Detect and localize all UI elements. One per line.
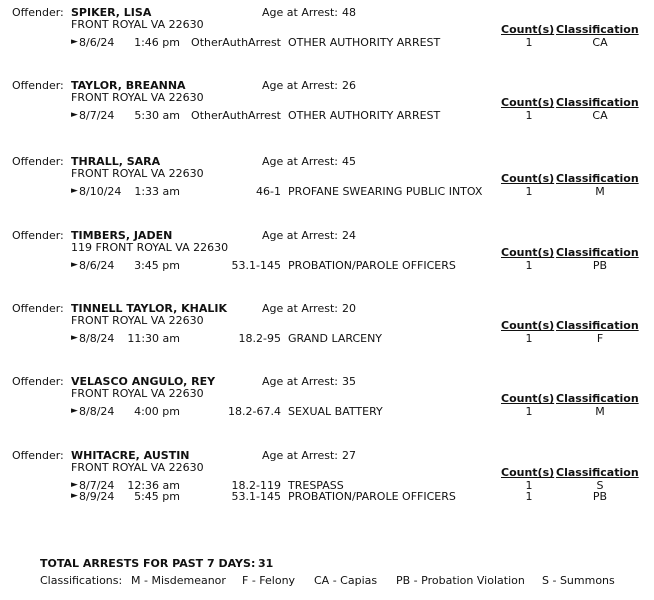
charge-classification: M <box>595 405 605 418</box>
charge-classification: CA <box>592 109 608 122</box>
charge-classification: PB <box>592 259 608 272</box>
counts-header: Count(s) <box>501 172 555 185</box>
offender-name: SPIKER, LISA <box>71 6 152 19</box>
offender-label: Offender: <box>12 375 64 388</box>
offender-address: FRONT ROYAL VA 22630 <box>71 91 204 104</box>
charge-classification: F <box>596 332 604 345</box>
charge-time: 5:45 pm <box>134 490 180 503</box>
charge-date: 8/8/24 <box>79 332 115 345</box>
age-label: Age at Arrest: <box>262 375 338 388</box>
charge-count: 1 <box>525 109 533 122</box>
offender-name: THRALL, SARA <box>71 155 161 168</box>
offender-name: TAYLOR, BREANNA <box>71 79 186 92</box>
legend-capias: CA - Capias <box>314 574 378 587</box>
charge-bullet-icon: ► <box>71 480 78 490</box>
age-label: Age at Arrest: <box>262 302 338 315</box>
offender-label: Offender: <box>12 79 64 92</box>
age-label: Age at Arrest: <box>262 79 338 92</box>
charge-code: 53.1-145 <box>231 490 281 503</box>
legend-summons: S - Summons <box>542 574 615 587</box>
counts-header: Count(s) <box>501 246 555 259</box>
counts-header: Count(s) <box>501 466 555 479</box>
age-label: Age at Arrest: <box>262 449 338 462</box>
charge-count: 1 <box>525 36 533 49</box>
offender-label: Offender: <box>12 302 64 315</box>
charge-description: PROBATION/PAROLE OFFICERS <box>288 259 456 272</box>
charge-description: SEXUAL BATTERY <box>288 405 383 418</box>
charge-count: 1 <box>525 479 533 492</box>
offender-address: 119 FRONT ROYAL VA 22630 <box>71 241 229 254</box>
charge-date: 8/10/24 <box>79 185 122 198</box>
offender-age: 20 <box>342 302 356 315</box>
offender-age: 26 <box>342 79 356 92</box>
charge-code: 46-1 <box>256 185 281 198</box>
offender-address: FRONT ROYAL VA 22630 <box>71 314 204 327</box>
charge-time: 1:33 am <box>134 185 180 198</box>
charge-description: PROFANE SWEARING PUBLIC INTOX <box>288 185 483 198</box>
charge-code: 18.2-119 <box>231 479 281 492</box>
age-label: Age at Arrest: <box>262 155 338 168</box>
classification-header: Classification <box>556 319 639 332</box>
total-arrests-label: TOTAL ARRESTS FOR PAST 7 DAYS: <box>40 557 256 570</box>
legend-misdemeanor: M - Misdemeanor <box>131 574 226 587</box>
charge-classification: M <box>595 185 605 198</box>
charge-count: 1 <box>525 332 533 345</box>
charge-description: TRESPASS <box>288 479 344 492</box>
charge-description: PROBATION/PAROLE OFFICERS <box>288 490 456 503</box>
offender-name: WHITACRE, AUSTIN <box>71 449 190 462</box>
offender-label: Offender: <box>12 229 64 242</box>
charge-time: 4:00 pm <box>134 405 180 418</box>
charge-bullet-icon: ► <box>71 491 78 501</box>
charge-date: 8/7/24 <box>79 109 115 122</box>
charge-date: 8/6/24 <box>79 259 115 272</box>
charge-count: 1 <box>525 185 533 198</box>
classifications-label: Classifications: <box>40 574 123 587</box>
offender-age: 35 <box>342 375 356 388</box>
offender-name: TIMBERS, JADEN <box>71 229 173 242</box>
offender-name: VELASCO ANGULO, REY <box>71 375 216 388</box>
classification-header: Classification <box>556 23 639 36</box>
charge-time: 12:36 am <box>127 479 180 492</box>
offender-name: TINNELL TAYLOR, KHALIK <box>71 302 227 315</box>
offender-label: Offender: <box>12 155 64 168</box>
charge-description: OTHER AUTHORITY ARREST <box>288 36 441 49</box>
charge-description: GRAND LARCENY <box>288 332 383 345</box>
charge-date: 8/6/24 <box>79 36 115 49</box>
offender-address: FRONT ROYAL VA 22630 <box>71 461 204 474</box>
classification-header: Classification <box>556 392 639 405</box>
charge-code: 53.1-145 <box>231 259 281 272</box>
charge-code: OtherAuthArrest <box>191 109 281 122</box>
charge-code: OtherAuthArrest <box>191 36 281 49</box>
legend-probation-violation: PB - Probation Violation <box>396 574 525 587</box>
charge-code: 18.2-95 <box>238 332 281 345</box>
counts-header: Count(s) <box>501 96 555 109</box>
charge-date: 8/7/24 <box>79 479 115 492</box>
offender-label: Offender: <box>12 6 64 19</box>
charge-bullet-icon: ► <box>71 260 78 270</box>
charge-date: 8/8/24 <box>79 405 115 418</box>
counts-header: Count(s) <box>501 23 555 36</box>
classification-header: Classification <box>556 96 639 109</box>
charge-bullet-icon: ► <box>71 110 78 120</box>
age-label: Age at Arrest: <box>262 229 338 242</box>
legend-felony: F - Felony <box>242 574 296 587</box>
offender-address: FRONT ROYAL VA 22630 <box>71 387 204 400</box>
charge-classification: CA <box>592 36 608 49</box>
charge-bullet-icon: ► <box>71 333 78 343</box>
charge-time: 3:45 pm <box>134 259 180 272</box>
offender-age: 24 <box>342 229 356 242</box>
charge-classification: PB <box>592 490 608 503</box>
charge-count: 1 <box>525 405 533 418</box>
charge-count: 1 <box>525 490 533 503</box>
offender-age: 45 <box>342 155 356 168</box>
charge-date: 8/9/24 <box>79 490 115 503</box>
charge-classification: S <box>596 479 604 492</box>
offender-age: 48 <box>342 6 356 19</box>
charge-count: 1 <box>525 259 533 272</box>
counts-header: Count(s) <box>501 392 555 405</box>
charge-description: OTHER AUTHORITY ARREST <box>288 109 441 122</box>
charge-bullet-icon: ► <box>71 406 78 416</box>
charge-bullet-icon: ► <box>71 37 78 47</box>
classification-header: Classification <box>556 172 639 185</box>
offender-age: 27 <box>342 449 356 462</box>
charge-bullet-icon: ► <box>71 186 78 196</box>
charge-time: 1:46 pm <box>134 36 180 49</box>
classification-header: Classification <box>556 246 639 259</box>
total-arrests-value: 31 <box>258 557 274 570</box>
classification-header: Classification <box>556 466 639 479</box>
charge-time: 11:30 am <box>127 332 180 345</box>
offender-label: Offender: <box>12 449 64 462</box>
offender-address: FRONT ROYAL VA 22630 <box>71 18 204 31</box>
offender-address: FRONT ROYAL VA 22630 <box>71 167 204 180</box>
charge-code: 18.2-67.4 <box>228 405 281 418</box>
age-label: Age at Arrest: <box>262 6 338 19</box>
charge-time: 5:30 am <box>134 109 180 122</box>
counts-header: Count(s) <box>501 319 555 332</box>
